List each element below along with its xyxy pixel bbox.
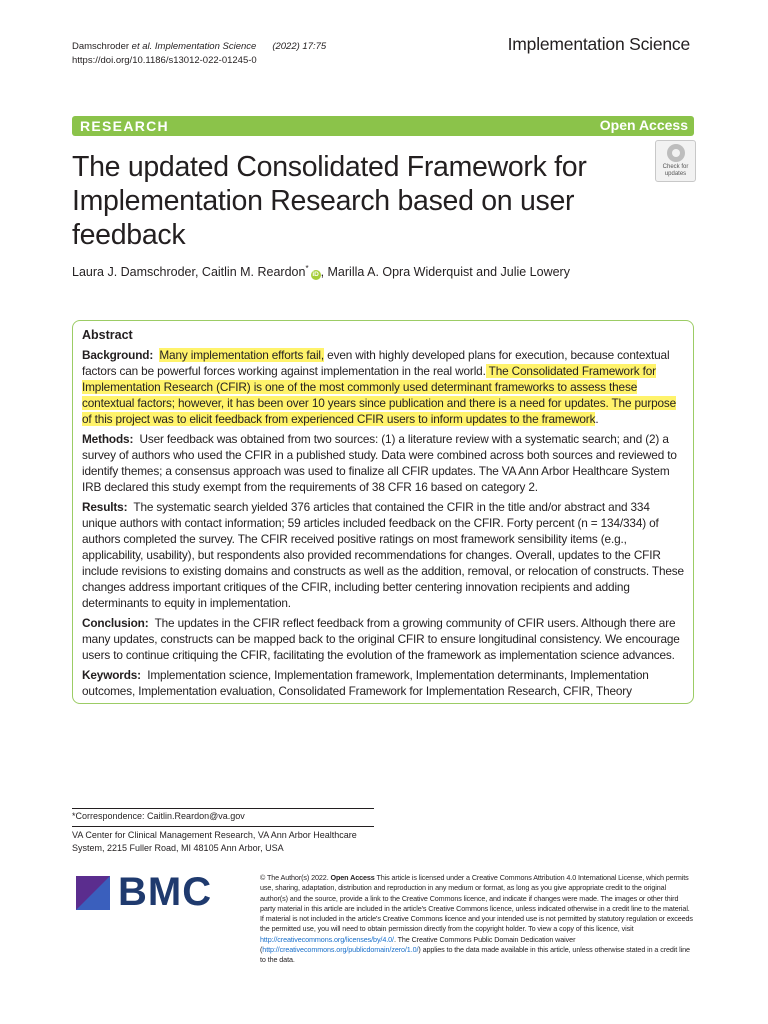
- keywords-text: Implementation science, Implementation framework, Implementation determinants, Implementation outcomes, Implementation evaluation, Consolidated Framework for Implementation Research, CFIR, Theory: [82, 668, 649, 698]
- abstract-keywords: [82, 667, 684, 699]
- citation-volume: (2022) 17:75: [272, 41, 327, 52]
- background-text-2: .: [595, 412, 599, 426]
- crossmark-label: Check for updates: [662, 164, 689, 177]
- license-open-access: Open Access: [330, 873, 375, 882]
- methods-text: User feedback was obtained from two sources: (1) a literature review with a systematic search; and (2) a survey of authors who used the CFIR in a published study. Data were combined across both sources and reviewed to identify themes; a consensus approach was used to finalize all CFIR updates. The VA Ann Arbor Healthcare System IRB declared this study exempt from the requirements of 38 CFR 16 based on category 2.: [82, 432, 677, 494]
- correspondence-email[interactable]: Caitlin.Reardon@va.gov: [147, 811, 245, 821]
- abstract-conclusion: [82, 615, 684, 663]
- background-label: Background:: [82, 348, 154, 362]
- abstract-heading: Abstract: [82, 328, 133, 342]
- abstract-background: [82, 347, 684, 427]
- license-text: [260, 873, 694, 966]
- citation-et-al: et al.: [131, 41, 153, 52]
- journal-name: Implementation Science: [507, 34, 690, 54]
- authors-rest: , Marilla A. Opra Widerquist and Julie Lowery: [320, 265, 570, 279]
- bmc-logo-icon: [76, 876, 110, 910]
- keywords-label: Keywords:: [82, 668, 141, 682]
- conclusion-label: Conclusion:: [82, 616, 149, 630]
- license-body-1: This article is licensed under a Creative Commons Attribution 4.0 International License, which permits use, sharing, adaptation, distribution and reproduction in any medium or format, as long as you give appropriate credit to the original author(s) and the source, provide a link to the Creative Commons licence, and indicate if changes were made. The images or other third party material in this article are included in the article's Creative Commons licence, unless indicated otherwise in a credit line to the material. If material is not included in the article's Creative Commons licence and your intended use is not permitted by statutory regulation or exceeds the permitted use, you will need to obtain permission directly from the copyright holder. To view a copy of this licence, visit: [260, 873, 693, 934]
- correspondence-label: *Correspondence:: [72, 811, 148, 821]
- bmc-logo-text: BMC: [118, 870, 213, 914]
- highlight-2: The Consolidated Framework for Implementation Research (CFIR) is one of the most commonly used determinant frameworks to assess these contextual factors; however, it has been over 10 years since publication and there is a need for updates. The purpose of this project was to elicit feedback from experienced CFIR users to inform updates to the framework: [82, 364, 677, 426]
- corresponding-mark: *: [305, 264, 309, 273]
- abstract-results: [82, 499, 684, 611]
- abstract-methods: [82, 431, 684, 495]
- abstract-box: [72, 320, 694, 704]
- highlight-1: Many implementation efforts fail,: [159, 348, 325, 362]
- section-bar: [72, 116, 694, 136]
- results-text: The systematic search yielded 376 articles that contained the CFIR in the title and/or abstract and 334 unique authors with contact information; 59 articles included feedback on the CFIR. Forty percent (n = 134/334) of authors completed the survey. The CFIR received positive ratings on most framework sensibility items (e.g., applicability, usability), but respondents also provided recommendations for changes. Overall, updates to the CFIR include revisions to existing domains and constructs as well as the addition, removal, or relocation of constructs. These changes address important critiques of the CFIR, including better centering innovation recipients and adding determinants to equity in implementation.: [82, 500, 684, 610]
- citation-line: [72, 40, 326, 54]
- license-copyright: © The Author(s) 2022.: [260, 873, 331, 882]
- article-type-label: RESEARCH: [80, 118, 169, 134]
- authors-first: Laura J. Damschroder, Caitlin M. Reardon: [72, 265, 306, 279]
- doi-link[interactable]: https://doi.org/10.1186/s13012-022-01245-0: [72, 55, 257, 66]
- author-list: [72, 264, 570, 280]
- open-access-label: Open Access: [599, 117, 688, 133]
- article-title: The updated Consolidated Framework for Implementation Research based on user feedback: [72, 151, 587, 251]
- correspondence-note: [72, 811, 245, 821]
- methods-label: Methods:: [82, 432, 134, 446]
- conclusion-text: The updates in the CFIR reflect feedback from a growing community of CFIR users. Although there are many updates, constructs can be mapped back to the original CFIR to ensure longitudinal consistency. We encourage users to continue critiquing the CFIR, facilitating the evolution of the framework as implementation science advances.: [82, 616, 680, 662]
- bmc-logo: [76, 870, 216, 914]
- affiliation-note: VA Center for Clinical Management Research, VA Ann Arbor Healthcare System, 2215 Fuller Road, MI 48105 Ann Arbor, USA: [72, 830, 357, 853]
- license-body-2: . The Creative Commons Public Domain Dedication waiver (: [260, 934, 576, 955]
- footnote-rule-bottom: [72, 826, 374, 827]
- citation-author: Damschroder: [72, 41, 132, 52]
- license-link-cc0[interactable]: http://creativecommons.org/publicdomain/zero/1.0/: [262, 945, 419, 955]
- license-body-3: ) applies to the data made available in this article, unless otherwise stated in a credit line to the data.: [260, 945, 690, 965]
- check-for-updates-badge[interactable]: [655, 140, 696, 182]
- article-citation: [72, 40, 326, 68]
- footnote-rule-top: [72, 808, 374, 809]
- background-text-1: even with highly developed plans for execution, because contextual factors can be powerful forces working against implementation in the real world.: [82, 348, 670, 378]
- crossmark-icon: [667, 144, 685, 162]
- citation-journal: Implementation Science: [154, 41, 257, 52]
- license-link-cc-by[interactable]: http://creativecommons.org/licenses/by/4.0/: [260, 934, 394, 944]
- orcid-icon[interactable]: iD: [312, 271, 319, 278]
- results-label: Results:: [82, 500, 128, 514]
